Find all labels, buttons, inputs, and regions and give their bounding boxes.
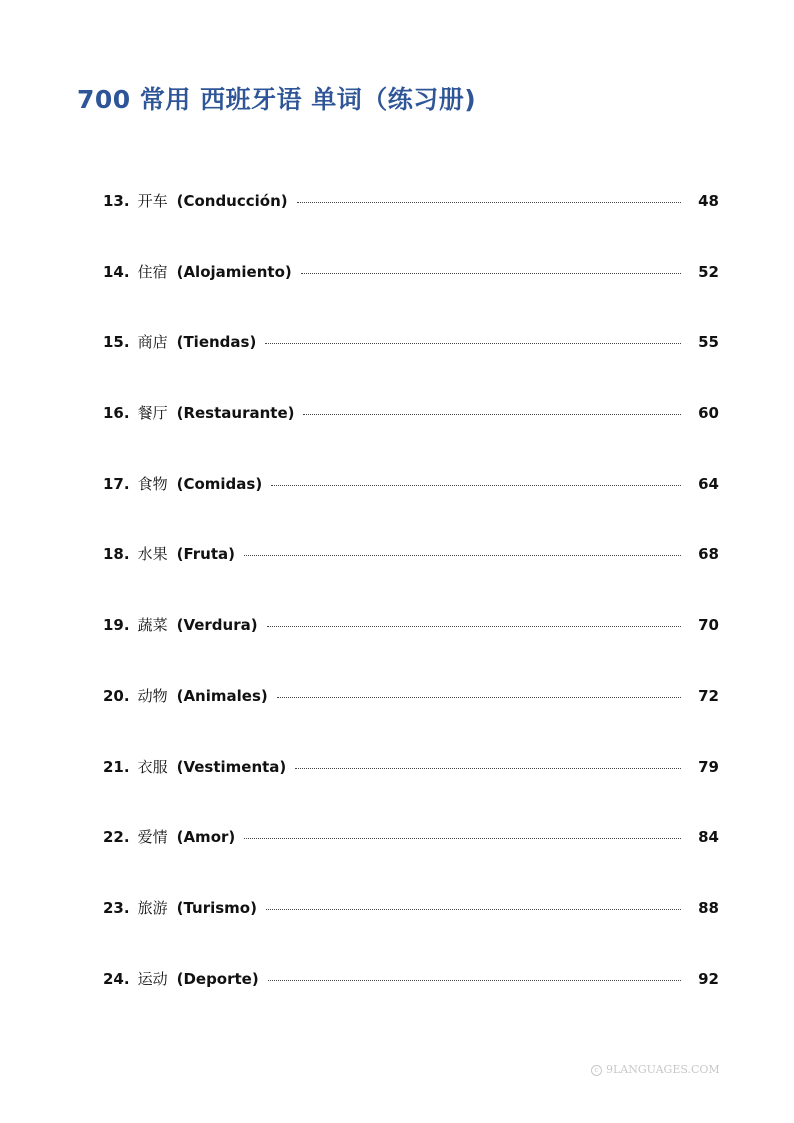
toc-entry-number: 17. — [103, 474, 130, 493]
dot-leader — [268, 980, 681, 981]
toc-entry-spanish-title: (Vestimenta) — [176, 757, 287, 776]
toc-entry-spanish-title: (Comidas) — [176, 474, 263, 493]
dot-leader — [277, 697, 681, 698]
dot-leader — [265, 343, 681, 344]
toc-entry-page-number: 52 — [698, 262, 719, 281]
toc-entry-chinese-title: 水果 — [137, 545, 168, 564]
toc-entry-chinese-title: 开车 — [137, 192, 168, 210]
toc-entry-page-number: 92 — [698, 969, 719, 988]
toc-entry[interactable] — [103, 261, 719, 332]
toc-entry[interactable] — [103, 756, 719, 827]
toc-entry-chinese-title: 住宿 — [137, 262, 168, 281]
dot-leader — [244, 838, 681, 839]
toc-entry-spanish-title: (Alojamiento) — [176, 262, 292, 281]
page-title: 700 常用 西班牙语 单词（练习册) — [77, 85, 477, 114]
toc-entry-chinese-title: 旅游 — [137, 898, 168, 917]
toc-entry-number: 22. — [103, 828, 130, 847]
dot-leader — [244, 555, 681, 556]
toc-entry-number: 24. — [103, 969, 130, 988]
toc-entry[interactable] — [103, 543, 719, 614]
toc-entry-spanish-title: (Turismo) — [176, 898, 257, 917]
dot-leader — [295, 768, 681, 769]
toc-entry-number: 23. — [103, 898, 130, 917]
toc-entry[interactable] — [103, 826, 719, 897]
toc-entry-chinese-title: 食物 — [137, 474, 168, 493]
toc-entry-chinese-title: 运动 — [137, 969, 168, 988]
toc-entry-page-number: 68 — [698, 545, 719, 564]
toc-entry-number: 13. — [103, 192, 130, 210]
toc-entry-number: 14. — [103, 262, 130, 281]
toc-entry-spanish-title: (Conducción) — [176, 192, 288, 210]
dot-leader — [266, 909, 681, 910]
toc-entry[interactable] — [103, 897, 719, 968]
toc-entry[interactable] — [103, 968, 719, 1039]
footer-site-text: 9LANGUAGES.COM — [606, 1063, 720, 1076]
dot-leader — [297, 202, 682, 203]
toc-entry-page-number: 88 — [698, 898, 719, 917]
toc-entry[interactable] — [103, 190, 719, 261]
toc-entry-spanish-title: (Deporte) — [176, 969, 259, 988]
toc-entry-page-number: 60 — [698, 404, 719, 423]
toc-entry-chinese-title: 动物 — [137, 686, 168, 705]
toc-entry-number: 18. — [103, 545, 130, 564]
toc-entry[interactable] — [103, 614, 719, 685]
toc-entry-number: 19. — [103, 616, 130, 635]
toc-entry-chinese-title: 餐厅 — [137, 404, 168, 423]
toc-entry-chinese-title: 蔬菜 — [137, 616, 168, 635]
toc-entry-number: 21. — [103, 757, 130, 776]
toc-entry-spanish-title: (Animales) — [176, 686, 268, 705]
toc-entry-number: 15. — [103, 333, 130, 352]
toc-entry-spanish-title: (Verdura) — [176, 616, 258, 635]
toc-entry[interactable] — [103, 685, 719, 756]
toc-entry-page-number: 79 — [698, 757, 719, 776]
toc-entry[interactable] — [103, 473, 719, 544]
toc-entry-chinese-title: 商店 — [137, 333, 168, 352]
toc-entry-page-number: 70 — [698, 616, 719, 635]
dot-leader — [301, 273, 681, 274]
toc-entry-chinese-title: 衣服 — [137, 757, 168, 776]
toc-entry[interactable] — [103, 402, 719, 473]
toc-entry-spanish-title: (Restaurante) — [176, 404, 295, 423]
toc-entry-page-number: 72 — [698, 686, 719, 705]
toc-entry-page-number: 84 — [698, 828, 719, 847]
toc-entry-spanish-title: (Tiendas) — [176, 333, 257, 352]
toc-entry-page-number: 55 — [698, 333, 719, 352]
footer-copyright — [584, 1050, 720, 1076]
toc-entry-number: 20. — [103, 686, 130, 705]
dot-leader — [303, 414, 681, 415]
toc-entry-spanish-title: (Amor) — [176, 828, 236, 847]
dot-leader — [271, 485, 681, 486]
toc-entry-chinese-title: 爱情 — [137, 828, 168, 847]
toc-entry-spanish-title: (Fruta) — [176, 545, 235, 564]
toc-entry-number: 16. — [103, 404, 130, 423]
toc-entry-page-number: 48 — [698, 192, 719, 210]
table-of-contents — [103, 190, 719, 1038]
dot-leader — [267, 626, 682, 627]
toc-entry[interactable] — [103, 331, 719, 402]
toc-entry-page-number: 64 — [698, 474, 719, 493]
copyright-icon: c — [591, 1065, 602, 1076]
